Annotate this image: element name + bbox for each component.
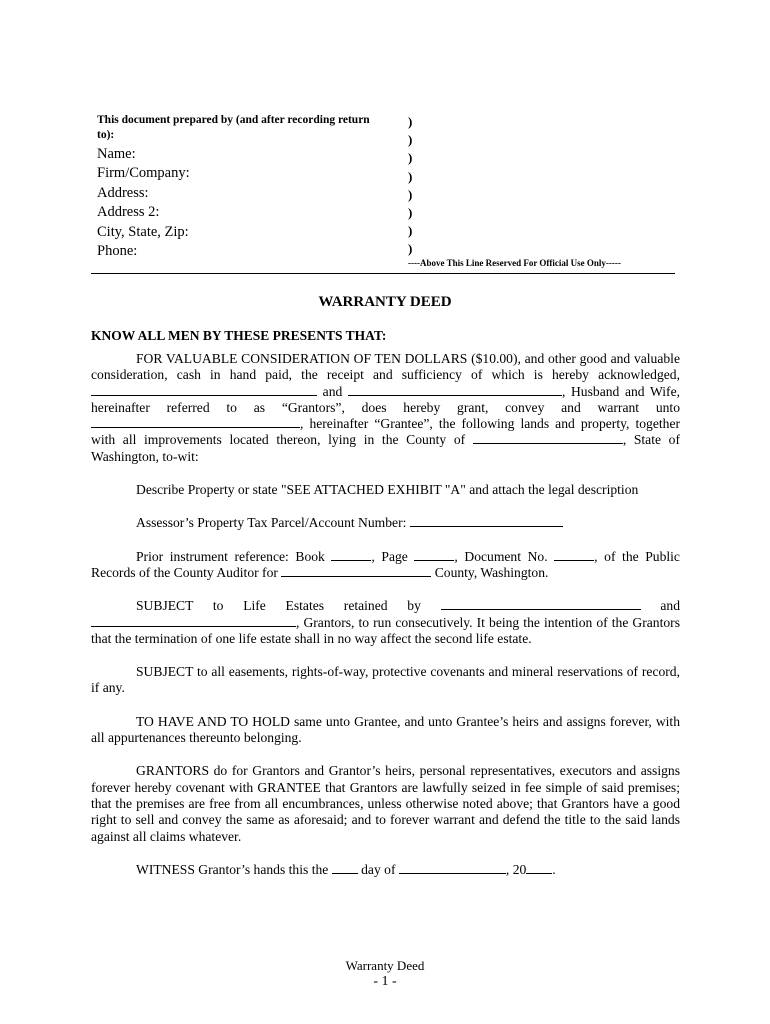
book-text: Prior instrument reference: Book bbox=[136, 548, 325, 564]
deed-body bbox=[91, 351, 680, 878]
bracket: ) bbox=[408, 186, 413, 202]
parcel-number-paragraph bbox=[91, 515, 680, 531]
grantor-2-blank[interactable] bbox=[348, 384, 562, 396]
consecutive-text: , Grantors, to run consecutively. It being the intention of the Grantors that the termination of one life estate shall in no way affect the second life estate. bbox=[91, 614, 680, 646]
firm-company-label: Firm/Company: bbox=[97, 165, 190, 182]
day-of-text: day of bbox=[361, 861, 396, 877]
grantors-text: , Husband and Wife, hereinafter referred to as “Grantors”, does hereby grant, convey and warrant unto bbox=[91, 383, 681, 415]
document-no-blank[interactable] bbox=[554, 549, 594, 561]
life-estate-blank-1[interactable] bbox=[441, 598, 641, 610]
parcel-number-text: Assessor’s Property Tax Parcel/Account Number: bbox=[136, 515, 407, 531]
day-blank[interactable] bbox=[332, 862, 358, 874]
bracket: ) bbox=[408, 114, 413, 129]
grantor-1-blank[interactable] bbox=[91, 384, 317, 396]
document-no-text: , Document No. bbox=[454, 548, 548, 564]
bracket-column bbox=[408, 113, 412, 259]
life-estate-blank-2[interactable] bbox=[91, 615, 296, 627]
state-text: , State of Washington, to-wit: bbox=[91, 432, 680, 464]
address-2-label: Address 2: bbox=[97, 204, 160, 221]
document-title: WARRANTY DEED bbox=[318, 294, 452, 310]
grantee-blank[interactable] bbox=[91, 416, 300, 428]
and-text: and bbox=[322, 383, 343, 399]
page-text: , Page bbox=[371, 548, 408, 564]
preamble-heading: KNOW ALL MEN BY THESE PRESENTS THAT: bbox=[91, 328, 387, 343]
county-blank[interactable] bbox=[473, 432, 623, 444]
bracket: ) bbox=[408, 223, 413, 239]
phone-label: Phone: bbox=[97, 243, 138, 260]
bracket: ) bbox=[408, 132, 413, 148]
and-text: and bbox=[660, 598, 680, 614]
prepared-by-label: This document prepared by (and after recording return to): bbox=[97, 114, 370, 141]
bracket: ) bbox=[408, 204, 413, 220]
period-text: . bbox=[552, 861, 556, 877]
header-divider bbox=[91, 273, 675, 274]
prior-instrument-paragraph bbox=[91, 549, 680, 582]
city-state-zip-label: City, State, Zip: bbox=[97, 223, 189, 240]
address-label: Address: bbox=[97, 184, 149, 201]
bracket: ) bbox=[408, 168, 413, 184]
page-number: - 1 - bbox=[373, 974, 397, 989]
easements-paragraph: SUBJECT to all easements, rights-of-way, protective covenants and mineral reservations of record, if any. bbox=[91, 664, 680, 696]
page-blank[interactable] bbox=[414, 549, 454, 561]
name-label: Name: bbox=[97, 146, 136, 162]
month-blank[interactable] bbox=[399, 862, 506, 874]
life-estate-paragraph bbox=[91, 598, 680, 647]
grantee-text: , hereinafter “Grantee”, the following lands and property, together with all improvements located thereon, lying in the County of bbox=[91, 416, 680, 448]
auditor-county-blank[interactable] bbox=[281, 565, 431, 577]
witness-paragraph bbox=[91, 862, 680, 878]
bracket: ) bbox=[408, 150, 413, 166]
consideration-text: FOR VALUABLE CONSIDERATION OF TEN DOLLARS ($10.00), and other good and valuable consideration, cash in hand paid, the receipt and sufficiency of which is hereby acknowledged, bbox=[91, 351, 680, 383]
county-washington-text: County, Washington. bbox=[434, 564, 549, 580]
book-blank[interactable] bbox=[331, 549, 371, 561]
county-auditor-text: , of the Public Records of the County Auditor for bbox=[91, 548, 680, 580]
property-description-paragraph: Describe Property or state "SEE ATTACHED EXHIBIT "A" and attach the legal description bbox=[136, 482, 639, 498]
return-address-block bbox=[97, 145, 190, 261]
habendum-paragraph: TO HAVE AND TO HOLD same unto Grantee, and unto Grantee’s heirs and assigns forever, with all appurtenances thereunto belonging. bbox=[91, 713, 680, 746]
footer-title: Warranty Deed bbox=[345, 958, 425, 973]
official-use-notice: ----Above This Line Reserved For Official Use Only----- bbox=[408, 258, 621, 268]
year-prefix-text: , 20 bbox=[505, 861, 527, 877]
witness-text: WITNESS Grantor’s hands this the bbox=[136, 861, 329, 877]
covenant-paragraph: GRANTORS do for Grantors and Grantor’s heirs, personal representatives, executors and assigns forever hereby covenant with GRANTEE that Grantors are lawfully seized in fee simple of said premises; that the premises are free from all encumbrances, unless otherwise noted above; that Grantors have a good right to sell and convey the same as aforesaid; and to forever warrant and defend the title to the said lands against all claims whatever. bbox=[91, 763, 680, 844]
parcel-number-blank[interactable] bbox=[410, 515, 563, 527]
bracket: ) bbox=[408, 241, 413, 257]
consideration-paragraph bbox=[91, 351, 680, 465]
year-blank[interactable] bbox=[526, 862, 552, 874]
life-estate-text: SUBJECT to Life Estates retained by bbox=[136, 598, 421, 614]
